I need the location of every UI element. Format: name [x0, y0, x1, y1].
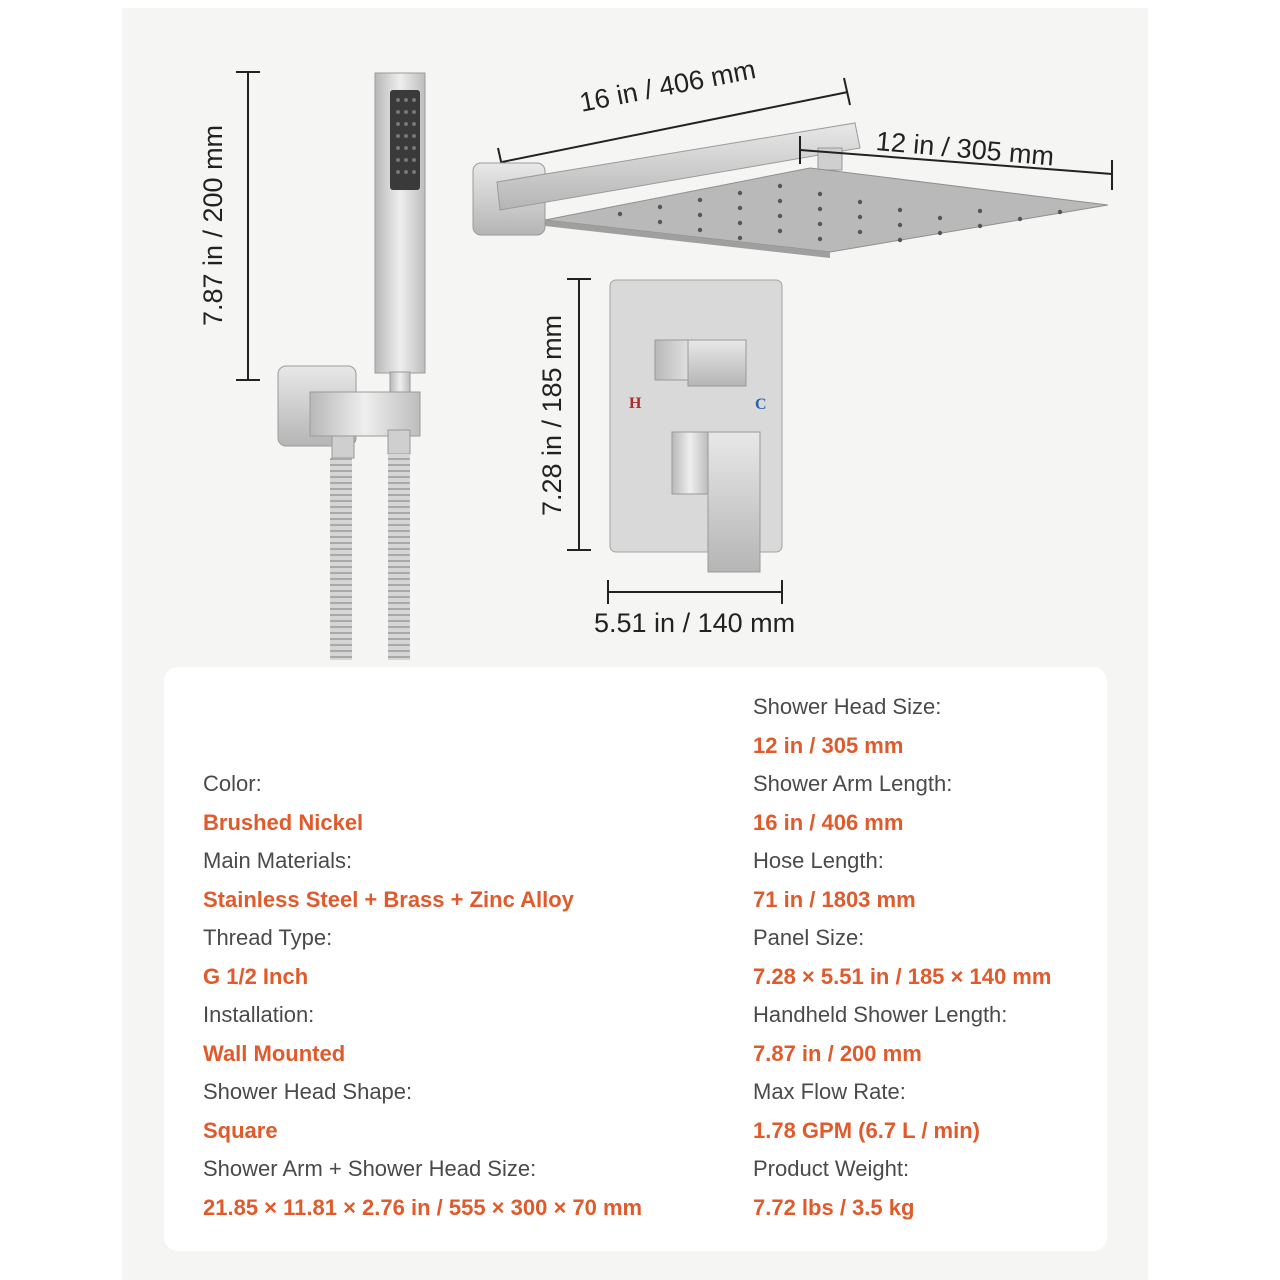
- spec-label: Main Materials:: [203, 848, 353, 873]
- cold-water-mark: C: [755, 396, 767, 413]
- spec-value: 1.78 GPM (6.7 L / min): [753, 1117, 980, 1143]
- spec-value: 21.85 × 11.81 × 2.76 in / 555 × 300 × 70 mm: [203, 1194, 643, 1220]
- hot-water-mark: H: [629, 395, 642, 412]
- spec-value: Brushed Nickel: [203, 809, 364, 835]
- panel-width-dimension-line: [608, 580, 782, 604]
- spec-value: G 1/2 Inch: [203, 963, 309, 989]
- handheld-shower: [375, 73, 425, 400]
- spec-label: Shower Head Shape:: [203, 1079, 413, 1104]
- panel-height-dimension-line: [567, 279, 591, 550]
- specs-left-column: [203, 765, 642, 1227]
- spec-label: Shower Head Size:: [753, 694, 942, 719]
- spec-value: 16 in / 406 mm: [753, 809, 904, 835]
- spec-label: Thread Type:: [203, 925, 333, 950]
- spec-value: Stainless Steel + Brass + Zinc Alloy: [203, 886, 574, 912]
- spec-label: Handheld Shower Length:: [753, 1002, 1008, 1027]
- handheld-length-label: 7.87 in / 200 mm: [198, 124, 229, 327]
- panel-width-label: 5.51 in / 140 mm: [594, 608, 796, 638]
- specifications-card: [164, 667, 1107, 1251]
- handheld-dimension-line: [236, 72, 260, 380]
- spec-value: 7.28 × 5.51 in / 185 × 140 mm: [753, 963, 1052, 989]
- spec-label: Color:: [203, 771, 262, 796]
- arm-length-label: 16 in / 406 mm: [577, 54, 759, 118]
- spec-value: 7.72 lbs / 3.5 kg: [753, 1194, 915, 1220]
- spec-label: Shower Arm Length:: [753, 771, 953, 796]
- spec-label: Panel Size:: [753, 925, 865, 950]
- spec-label: Installation:: [203, 1002, 315, 1027]
- spec-value: 7.87 in / 200 mm: [753, 1040, 922, 1066]
- spec-label: Shower Arm + Shower Head Size:: [203, 1156, 537, 1181]
- spec-label: Max Flow Rate:: [753, 1079, 906, 1104]
- panel-height-label: 7.28 in / 185 mm: [537, 314, 568, 517]
- valve-trim-panel: [610, 280, 782, 572]
- head-size-label: 12 in / 305 mm: [874, 126, 1056, 172]
- specs-right-column: [753, 688, 1051, 1227]
- shower-hose: [330, 454, 410, 660]
- spec-label: Product Weight:: [753, 1156, 910, 1181]
- spec-label: Hose Length:: [753, 848, 884, 873]
- spec-value: 71 in / 1803 mm: [753, 886, 916, 912]
- spec-value: Wall Mounted: [203, 1040, 346, 1066]
- spec-value: 12 in / 305 mm: [753, 732, 904, 758]
- spec-value: Square: [203, 1117, 278, 1143]
